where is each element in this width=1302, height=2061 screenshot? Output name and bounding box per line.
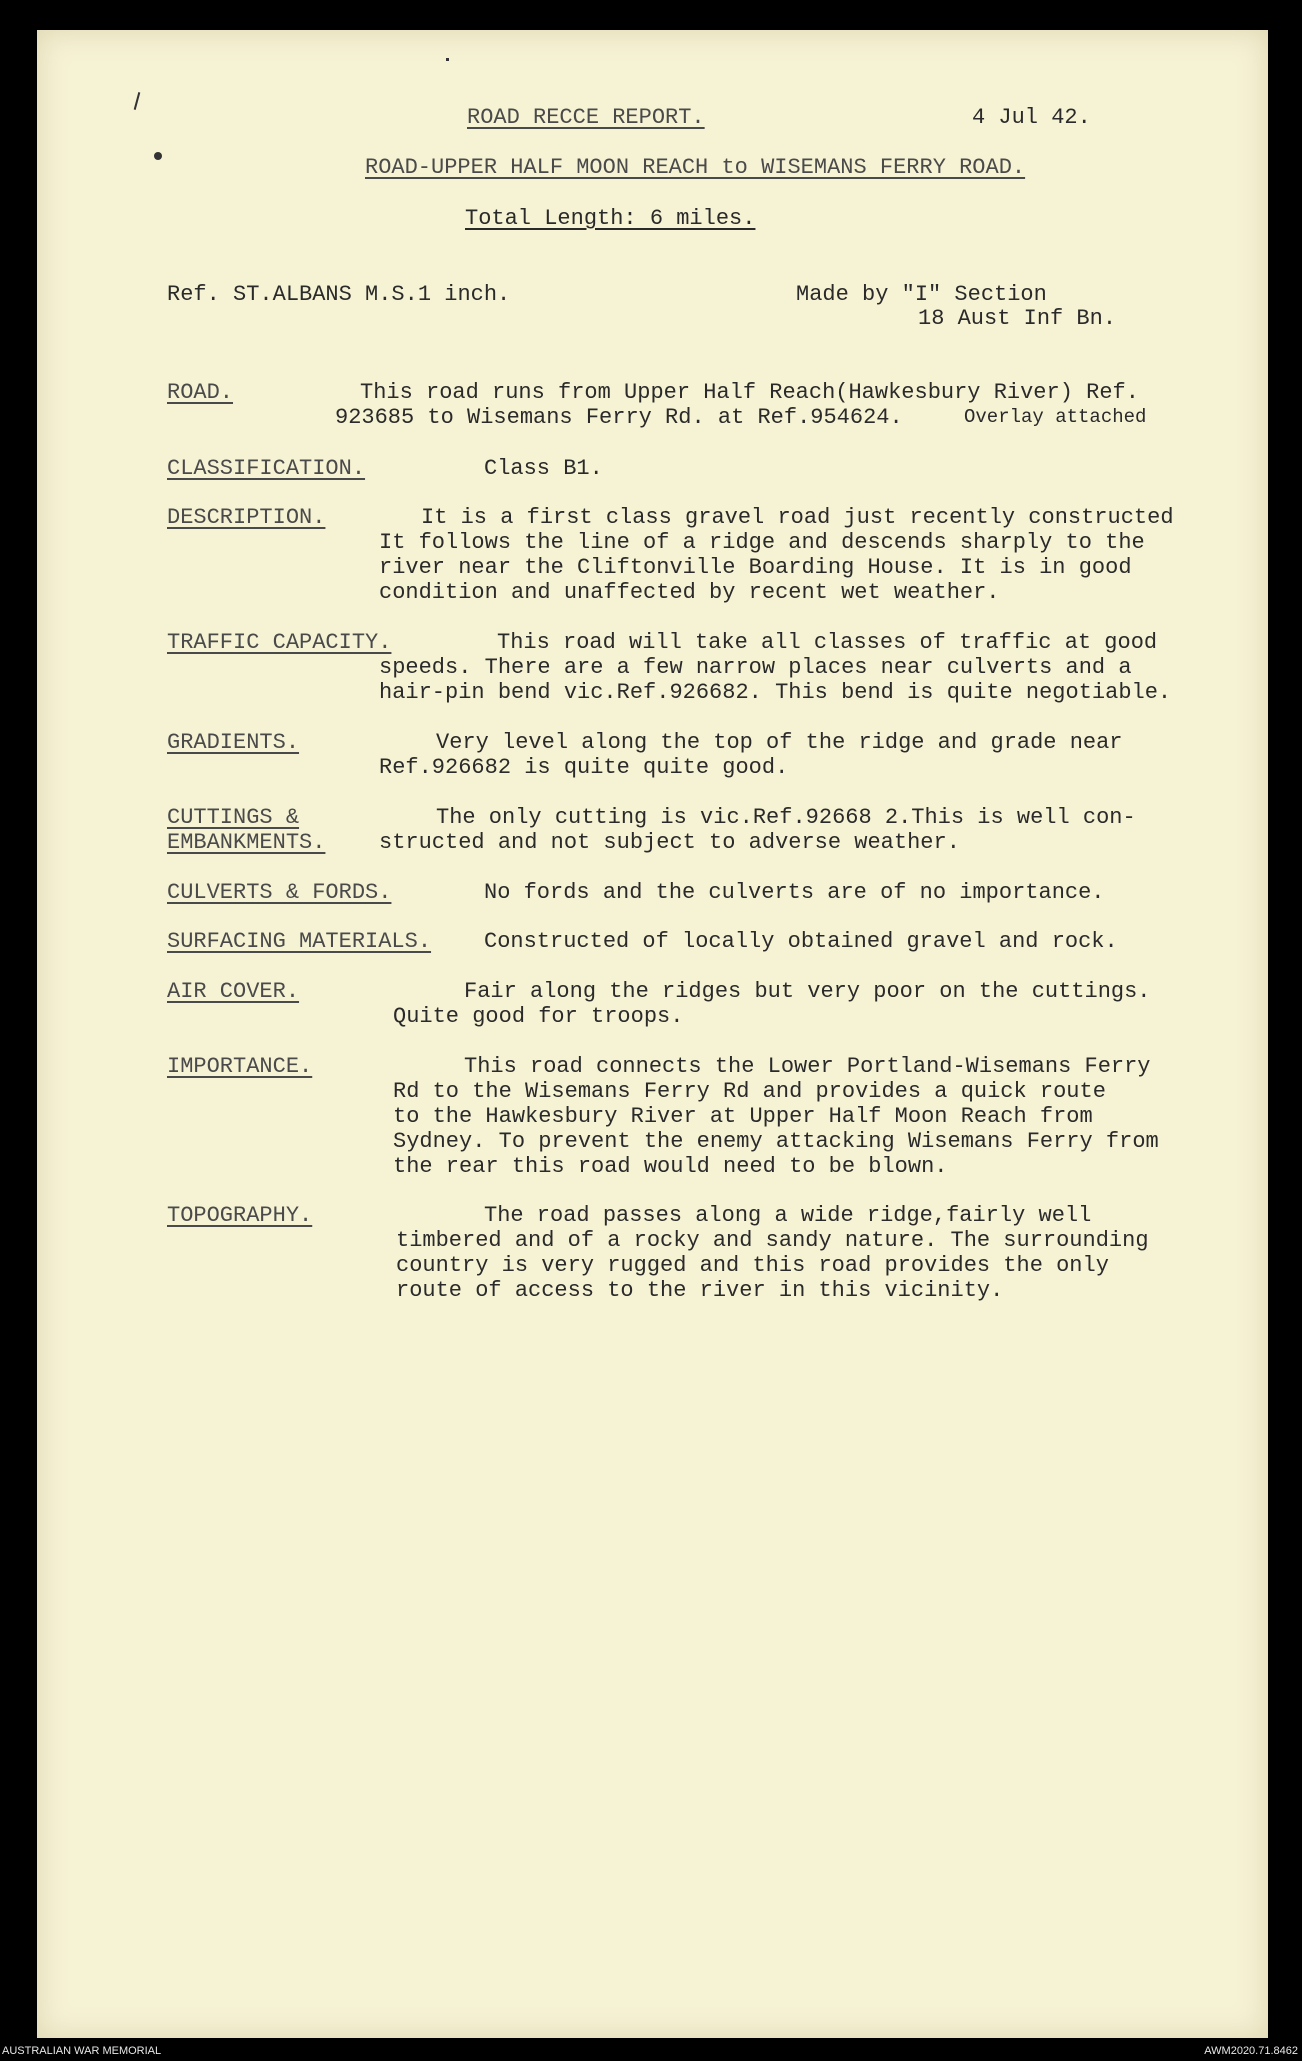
section-importance-line: Sydney. To prevent the enemy attacking Wisemans Ferry from [393, 1129, 1159, 1154]
made-by-line-2: 18 Aust Inf Bn. [918, 306, 1117, 331]
section-topography-line: route of access to the river in this vicinity. [396, 1278, 1004, 1303]
section-traffic-line: This road will take all classes of traffic at good [497, 630, 1158, 655]
section-cuttings-line: structed and not subject to adverse weather. [379, 830, 960, 855]
section-topography-line: The road passes along a wide ridge,fairly well [484, 1203, 1092, 1228]
overlay-note: Overlay attached [964, 406, 1147, 428]
section-topography-line: timbered and of a rocky and sandy nature. The surrounding [396, 1228, 1149, 1253]
made-by-line-1: Made by "I" Section [796, 282, 1047, 307]
stray-mark [134, 92, 141, 110]
section-road-line: 923685 to Wisemans Ferry Rd. at Ref.954624. [335, 405, 903, 430]
section-heading-road: ROAD. [167, 380, 234, 405]
report-title: ROAD RECCE REPORT. [467, 105, 705, 130]
section-heading-air-cover: AIR COVER. [167, 979, 300, 1004]
section-gradients-line: Very level along the top of the ridge and grade near [436, 730, 1123, 755]
section-air-cover-line: Quite good for troops. [393, 1004, 684, 1029]
section-importance-line: to the Hawkesbury River at Upper Half Moon Reach from [393, 1104, 1093, 1129]
stray-mark [446, 58, 449, 61]
section-description-line: It follows the line of a ridge and descends sharply to the [379, 530, 1145, 555]
section-importance-line: the rear this road would need to be blown. [393, 1154, 948, 1179]
section-traffic-line: hair-pin bend vic.Ref.926682. This bend is quite negotiable. [379, 680, 1172, 705]
footer-institution: AUSTRALIAN WAR MEMORIAL [2, 2045, 162, 2057]
section-importance-line: This road connects the Lower Portland-Wisemans Ferry [464, 1054, 1151, 1079]
document-page [37, 30, 1268, 2038]
section-heading-traffic-capacity: TRAFFIC CAPACITY. [167, 630, 392, 655]
section-surfacing-line: Constructed of locally obtained gravel and rock. [484, 929, 1118, 954]
section-heading-importance: IMPORTANCE. [167, 1054, 313, 1079]
section-heading-cuttings: CUTTINGS & [167, 805, 300, 830]
section-air-cover-line: Fair along the ridges but very poor on the cuttings. [464, 979, 1151, 1004]
section-gradients-line: Ref.926682 is quite quite good. [379, 755, 789, 780]
section-heading-surfacing: SURFACING MATERIALS. [167, 929, 432, 954]
total-length: Total Length: 6 miles. [465, 206, 756, 231]
section-heading-embankments: EMBANKMENTS. [167, 830, 326, 855]
map-reference: Ref. ST.ALBANS M.S.1 inch. [167, 282, 511, 307]
section-culverts-line: No fords and the culverts are of no importance. [484, 880, 1105, 905]
section-heading-culverts: CULVERTS & FORDS. [167, 880, 392, 905]
report-date: 4 Jul 42. [972, 105, 1091, 130]
section-heading-classification: CLASSIFICATION. [167, 456, 366, 481]
section-heading-description: DESCRIPTION. [167, 505, 326, 530]
section-topography-line: country is very rugged and this road provides the only [396, 1253, 1109, 1278]
section-traffic-line: speeds. There are a few narrow places near culverts and a [379, 655, 1132, 680]
section-importance-line: Rd to the Wisemans Ferry Rd and provides a quick route [393, 1079, 1106, 1104]
section-cuttings-line: The only cutting is vic.Ref.92668 2.This is well con- [436, 805, 1136, 830]
section-road-line: This road runs from Upper Half Reach(Hawkesbury River) Ref. [360, 380, 1139, 405]
report-subtitle: ROAD-UPPER HALF MOON REACH to WISEMANS FERRY ROAD. [365, 155, 1026, 180]
section-description-line: condition and unaffected by recent wet weather. [379, 580, 1000, 605]
footer-accession-number: AWM2020.71.8462 [1204, 2045, 1298, 2057]
section-heading-gradients: GRADIENTS. [167, 730, 300, 755]
section-description-line: It is a first class gravel road just recently constructed [421, 505, 1174, 530]
section-description-line: river near the Cliftonville Boarding House. It is in good [379, 555, 1132, 580]
section-heading-topography: TOPOGRAPHY. [167, 1203, 313, 1228]
section-classification-line: Class B1. [484, 456, 603, 481]
stray-mark [154, 152, 162, 160]
